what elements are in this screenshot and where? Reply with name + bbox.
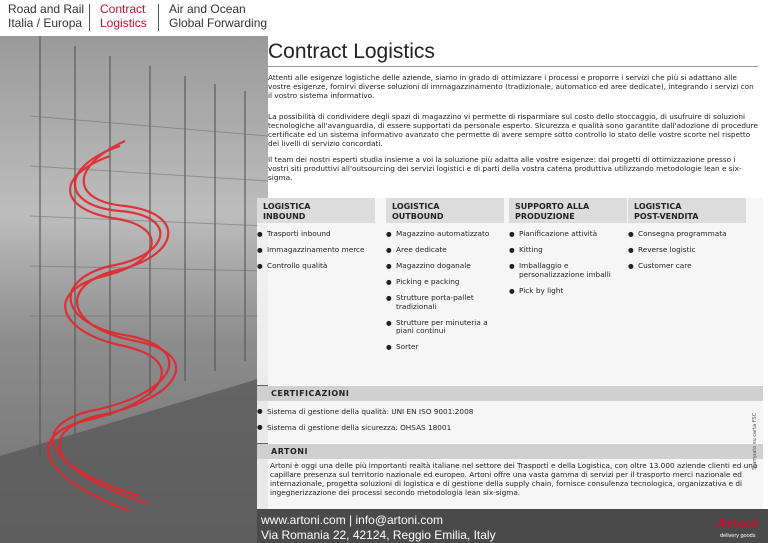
list-item: ● Aree dedicate (386, 246, 504, 255)
list-item: ● Sistema di gestione della qualità: UNI EN ISO 9001:2008 (257, 407, 473, 416)
certificazioni-list (257, 401, 763, 443)
list-item: ● Sistema di gestione della sicurezza: OHSAS 18001 (257, 423, 451, 432)
list-item: ● Controllo qualità (257, 262, 375, 271)
heading-line: SUPPORTO ALLA (515, 202, 590, 211)
heading-line: LOGISTICA (263, 202, 311, 211)
column-heading (386, 198, 504, 223)
list-item: ● Immagazzinamento merce (257, 246, 375, 255)
heading-line: PRODUZIONE (515, 212, 575, 221)
paper-note: Stampato su carta FSC (752, 412, 758, 470)
list-item: ● Magazzino automatizzato (386, 230, 504, 239)
list-item: ● Imballaggio e personalizzazione imballi (509, 262, 627, 279)
header-divider (158, 4, 159, 31)
list-item: ● Pick by light (509, 287, 627, 296)
artoni-logo (713, 509, 768, 543)
list-item: ● Customer care (628, 262, 746, 271)
artoni-description: Artoni è oggi una delle più importanti realtà italiane nel settore dei Trasporti e della Logistica, con oltre 13.000 aziende clienti ed una capillare presenza sul territorio nazionale ed europeo. Artoni offre una vasta gamma di servizi per il trasporto merci nazionale ed internazionale, progetta soluzioni di logistica e di gestione della supply chain, fornisce consulenza tecnologica, organizzativa e di ingegnerizzazione dei processi secondo metodologia lean six-sigma. (270, 461, 758, 497)
nav-contract-logistics-line1: Contract (100, 2, 146, 16)
column-heading (628, 198, 746, 223)
list-item: ● Strutture per minuteria a piani continui (386, 319, 504, 336)
intro-paragraph-2: La possibilità di condividere degli spazi di magazzino vi permette di risparmiare sul costo dello stoccaggio, di usufruire di soluzioni tecnologiche all'avanguardia, di essere supportati da personale esperto. Sicurezza e qualità sono garantite dall'adozione di procedure certificate ed un sistema informativo avanzato che permette di avere sempre sotto controllo lo stato delle vostre scorte nel rispetto dei livelli di servizio concordati. (268, 112, 758, 148)
logo-tagline: delivery goods (720, 533, 756, 539)
heading-line: LOGISTICA (634, 202, 682, 211)
list-item: ● Picking e packing (386, 278, 504, 287)
certificazioni-heading: CERTIFICAZIONI (257, 386, 763, 401)
list-item: ● Consegna programmata (628, 230, 746, 239)
header (0, 0, 768, 36)
warehouse-illustration (0, 36, 268, 543)
nav-air-and-ocean-line1: Air and Ocean (169, 2, 246, 16)
nav-air-and-ocean[interactable] (169, 2, 267, 30)
artoni-heading: ARTONI (257, 444, 763, 459)
nav-contract-logistics-line2: Logistics (100, 16, 147, 30)
list-item: ● Kitting (509, 246, 627, 255)
list-item: ● Reverse logistic (628, 246, 746, 255)
page-title: Contract Logistics (268, 40, 435, 63)
logo-wordmark: Artoni (717, 515, 759, 531)
list-item: ● Sorter (386, 343, 504, 352)
nav-contract-logistics[interactable] (100, 2, 147, 30)
list-item: ● Pianificazione attività (509, 230, 627, 239)
list-item: ● Trasporti inbound (257, 230, 375, 239)
footer-address: Via Romania 22, 42124, Reggio Emilia, Italy (261, 528, 496, 542)
list-item: ● Strutture porta-pallet tradizionali (386, 294, 504, 311)
header-divider (89, 4, 90, 31)
artoni-section (257, 459, 763, 509)
nav-road-and-rail[interactable] (8, 2, 84, 30)
heading-line: INBOUND (263, 212, 306, 221)
nav-road-and-rail-line2: Italia / Europa (8, 16, 83, 30)
warehouse-photo (0, 36, 268, 543)
services-grid (257, 198, 763, 385)
column-heading (509, 198, 627, 223)
heading-line: LOGISTICA (392, 202, 440, 211)
footer (257, 509, 768, 543)
intro-paragraph-1: Attenti alle esigenze logistiche delle aziende, siamo in grado di ottimizzare i processi e proporre i servizi che più si adattano alle vostre esigenze, fornirvi diverse soluzioni di immagazzinamento (tradizionale, automatico ed aree dedicate), integrando i servizi con il vostro sistema informativo. (268, 73, 754, 100)
heading-line: POST-VENDITA (634, 212, 699, 221)
footer-contacts[interactable]: www.artoni.com | info@artoni.com (261, 513, 444, 527)
title-divider (268, 66, 758, 67)
intro-paragraph-3: Il team dei nostri esperti studia insieme a voi la soluzione più adatta alle vostre esigenze: dai progetti di ottimizzazione presso i vostri siti produttivi all'outsourcing dei servizi logistici e di parti della vostra catena produttiva utilizzando metodologie lean e six-sigma. (268, 155, 742, 182)
heading-line: OUTBOUND (392, 212, 444, 221)
nav-road-and-rail-line1: Road and Rail (8, 2, 85, 16)
list-item: ● Magazzino doganale (386, 262, 504, 271)
column-heading (257, 198, 375, 223)
nav-air-and-ocean-line2: Global Forwarding (169, 16, 268, 30)
